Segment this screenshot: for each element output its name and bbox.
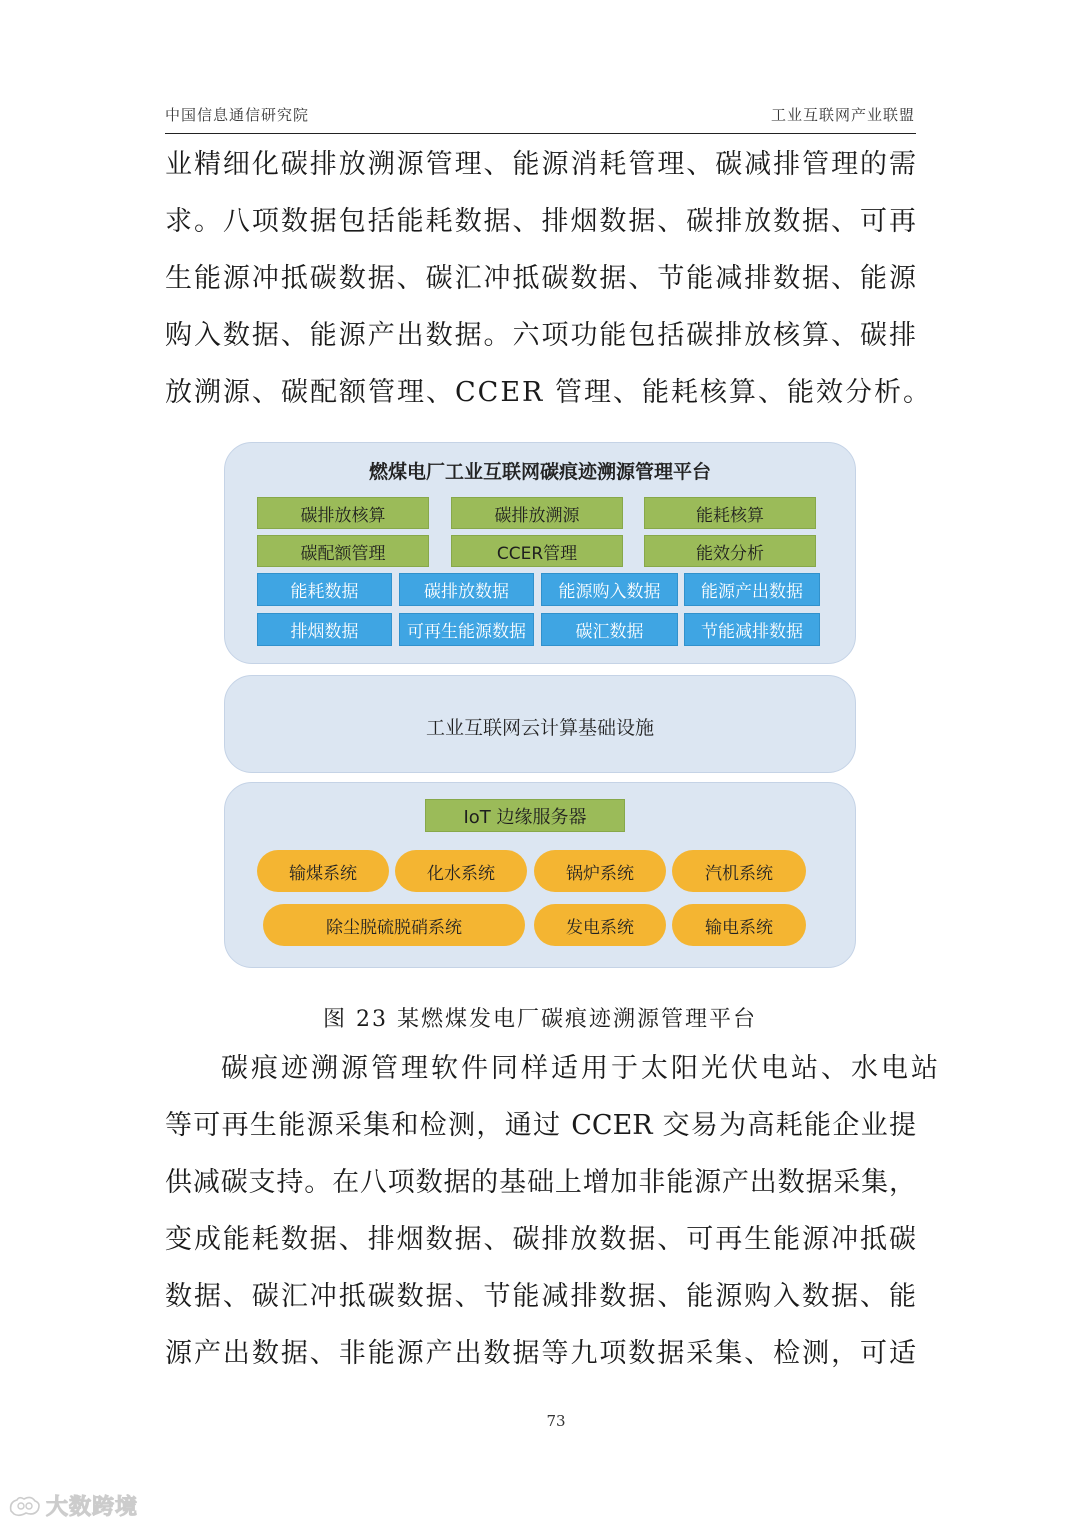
watermark-logo-icon	[8, 1495, 42, 1517]
function-box: 能耗核算	[644, 497, 816, 529]
header-left: 中国信息通信研究院	[165, 106, 310, 124]
cloud-layer-label: 工业互联网云计算基础设施	[425, 717, 654, 739]
data-box: 能源购入数据	[541, 573, 678, 606]
cloud-panel	[224, 675, 856, 773]
paragraph-line: 业精细化碳排放溯源管理、能源消耗管理、碳减排管理的需	[165, 149, 916, 180]
page-number: 73	[546, 1412, 566, 1430]
function-box: CCER管理	[451, 535, 623, 567]
data-box: 能源产出数据	[684, 573, 820, 606]
platform-title: 燃煤电厂工业互联网碳痕迹溯源管理平台	[368, 461, 711, 483]
watermark-text: 大数跨境	[46, 1495, 139, 1520]
paragraph-line: 等可再生能源采集和检测，通过 CCER 交易为高耗能企业提	[165, 1110, 916, 1141]
paragraph-1	[165, 136, 932, 421]
data-box: 碳排放数据	[399, 573, 534, 606]
paragraph-line: 数据、碳汇冲抵碳数据、节能减排数据、能源购入数据、能	[165, 1281, 916, 1312]
paragraph-2	[165, 1040, 941, 1382]
data-box: 排烟数据	[257, 613, 392, 646]
paragraph-line: 生能源冲抵碳数据、碳汇冲抵碳数据、节能减排数据、能源	[165, 263, 916, 294]
platform-diagram	[224, 442, 856, 968]
edge-server-box: IoT 边缘服务器	[425, 799, 625, 832]
function-box: 碳排放溯源	[451, 497, 623, 529]
header-rule	[165, 133, 916, 134]
system-pill: 输煤系统	[257, 850, 389, 892]
function-box: 碳排放核算	[257, 497, 429, 529]
paragraph-line: 放溯源、碳配额管理、CCER 管理、能耗核算、能效分析。	[165, 377, 932, 408]
data-box: 可再生能源数据	[399, 613, 534, 646]
edge-panel	[224, 782, 856, 968]
system-pill: 发电系统	[534, 904, 666, 946]
data-box: 碳汇数据	[541, 613, 678, 646]
paragraph-line: 供减碳支持。在八项数据的基础上增加非能源产出数据采集，	[165, 1167, 916, 1198]
data-box: 节能减排数据	[684, 613, 820, 646]
function-box: 能效分析	[644, 535, 816, 567]
header-right: 工业互联网产业联盟	[770, 106, 915, 124]
system-pill: 输电系统	[672, 904, 806, 946]
system-pill: 汽机系统	[672, 850, 806, 892]
function-box: 碳配额管理	[257, 535, 429, 567]
paragraph-line: 购入数据、能源产出数据。六项功能包括碳排放核算、碳排	[165, 320, 916, 351]
paragraph-line: 源产出数据、非能源产出数据等九项数据采集、检测，可适	[165, 1338, 916, 1369]
data-box: 能耗数据	[257, 573, 392, 606]
paragraph-line: 变成能耗数据、排烟数据、碳排放数据、可再生能源冲抵碳	[165, 1224, 916, 1255]
system-pill: 锅炉系统	[534, 850, 666, 892]
paragraph-line: 求。八项数据包括能耗数据、排烟数据、碳排放数据、可再	[165, 206, 916, 237]
paragraph-line: 碳痕迹溯源管理软件同样适用于太阳光伏电站、水电站	[221, 1053, 941, 1084]
figure-caption: 图 23 某燃煤发电厂碳痕迹溯源管理平台	[323, 1007, 757, 1032]
platform-panel	[224, 442, 856, 664]
system-pill: 化水系统	[395, 850, 527, 892]
system-pill: 除尘脱硫脱硝系统	[263, 904, 525, 946]
watermark	[8, 1490, 138, 1521]
